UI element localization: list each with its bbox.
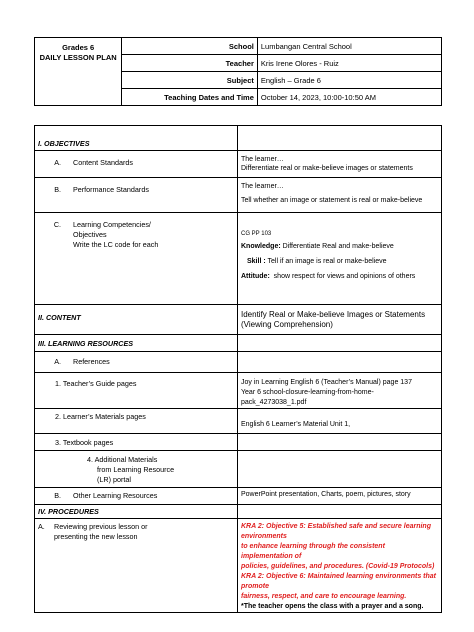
other-resources-value (238, 488, 442, 505)
school-label: School (122, 38, 258, 55)
additional-materials-cell (35, 451, 238, 488)
learning-competencies-cell (35, 213, 238, 305)
skill-text: Tell if an image is real or make-believe (267, 258, 387, 265)
learners-materials-cell (35, 409, 238, 434)
grade-cell (35, 38, 122, 106)
content-line2: (Viewing Comprehension) (241, 320, 333, 329)
opening-note: *The teacher opens the class with a prayer and a song. (241, 603, 424, 610)
content-standards-label: Content Standards (73, 158, 133, 167)
kra-line3: policies, guidelines, and procedures. (Covid-19 Protocols) (241, 563, 435, 570)
objectives-heading-right (238, 126, 442, 151)
kra-line4: KRA 2: Objective 6: Maintained learning environments that promote (241, 573, 436, 590)
grade-text: Grades 6 (62, 43, 95, 52)
learning-competencies-label1: Learning Competencies/ (73, 220, 151, 229)
learning-competencies-label2: Objectives (73, 230, 107, 239)
content-heading: II. CONTENT (38, 313, 81, 322)
learning-competencies-value (238, 213, 442, 305)
lc-code: CG PP 103 (241, 231, 272, 237)
attitude-text: show respect for views and opinions of others (273, 273, 416, 280)
performance-standards-cell (35, 178, 238, 213)
review-lesson-cell (35, 519, 238, 613)
performance-standards-line1: The learner… (241, 183, 284, 190)
references-label: References (73, 357, 110, 366)
lesson-plan-table (34, 125, 442, 613)
references-cell (35, 352, 238, 373)
performance-standards-label: Performance Standards (73, 185, 149, 194)
other-resources-label: Other Learning Resources (73, 491, 158, 500)
review-lesson-value (238, 519, 442, 613)
teachers-guide-cell (35, 373, 238, 409)
school-value: Lumbangan Central School (257, 38, 441, 55)
additional-materials-label2: from Learning Resource (97, 465, 175, 474)
kra-line2: to enhance learning through the consistent implementation of (241, 543, 385, 560)
procedures-heading-cell (35, 505, 238, 519)
other-resources-letter: B. (54, 491, 61, 500)
teacher-label: Teacher (122, 55, 258, 72)
dates-value: October 14, 2023, 10:00-10:50 AM (257, 89, 441, 106)
review-lesson-label1: Reviewing previous lesson or (54, 522, 148, 531)
knowledge-label: Knowledge: (241, 243, 281, 250)
resources-heading: III. LEARNING RESOURCES (38, 339, 134, 348)
learning-competencies-letter: C. (53, 220, 61, 229)
objectives-heading: I. OBJECTIVES (38, 139, 90, 148)
other-resources-text: PowerPoint presentation, Charts, poem, pictures, story (241, 491, 411, 498)
teachers-guide-line2: Year 6 school-closure-learning-from-home-pack_4273038_1.pdf (241, 389, 374, 406)
dates-label: Teaching Dates and Time (122, 89, 258, 106)
kra-line5: fairness, respect, and care to encourage learning. (241, 593, 407, 600)
teachers-guide-value (238, 373, 442, 409)
plan-type-text: DAILY LESSON PLAN (39, 53, 117, 62)
procedures-heading: IV. PROCEDURES (38, 507, 99, 516)
additional-materials-label3: (LR) portal (97, 475, 131, 484)
teachers-guide-line1: Joy in Learning English 6 (Teacher’s Manual) page 137 (241, 379, 412, 386)
learners-materials-text: English 6 Learner’s Material Unit 1, (241, 421, 351, 428)
textbook-value (238, 434, 442, 451)
knowledge-text: Differentiate Real and make-believe (282, 243, 394, 250)
content-standards-value (238, 151, 442, 178)
teachers-guide-label: 1. Teacher’s Guide pages (55, 379, 137, 388)
teacher-value: Kris Irene Olores - Ruiz (257, 55, 441, 72)
additional-materials-value (238, 451, 442, 488)
content-standards-cell (35, 151, 238, 178)
procedures-heading-right (238, 505, 442, 519)
additional-materials-label1: 4. Additional Materials (87, 455, 158, 464)
header-table (34, 37, 442, 106)
content-standards-line1: The learner… (241, 156, 284, 163)
learners-materials-label: 2. Learner’s Materials pages (55, 412, 146, 421)
content-line1: Identify Real or Make-believe Images or Statements (241, 310, 426, 319)
textbook-label: 3. Textbook pages (55, 438, 114, 447)
content-heading-cell (35, 305, 238, 335)
subject-label: Subject (122, 72, 258, 89)
references-right (238, 352, 442, 373)
objectives-heading-cell (35, 126, 238, 151)
skill-label: Skill : (247, 258, 266, 265)
learners-materials-value (238, 409, 442, 434)
performance-standards-value (238, 178, 442, 213)
performance-standards-letter: B. (54, 185, 61, 194)
review-lesson-label2: presenting the new lesson (54, 532, 138, 541)
learning-competencies-label3: Write the LC code for each (73, 240, 159, 249)
content-value (238, 305, 442, 335)
textbook-cell (35, 434, 238, 451)
resources-heading-cell (35, 335, 238, 352)
kra-line1: KRA 2: Objective 5: Established safe and secure learning environments (241, 523, 431, 540)
resources-heading-right (238, 335, 442, 352)
other-resources-cell (35, 488, 238, 505)
performance-standards-line2: Tell whether an image or statement is real or make-believe (241, 197, 423, 204)
content-standards-line2: Differentiate real or make-believe images or statements (241, 165, 413, 172)
review-lesson-letter: A. (38, 522, 45, 531)
attitude-label: Attitude: (241, 273, 270, 280)
subject-value: English – Grade 6 (257, 72, 441, 89)
references-letter: A. (54, 357, 61, 366)
content-standards-letter: A. (54, 158, 61, 167)
